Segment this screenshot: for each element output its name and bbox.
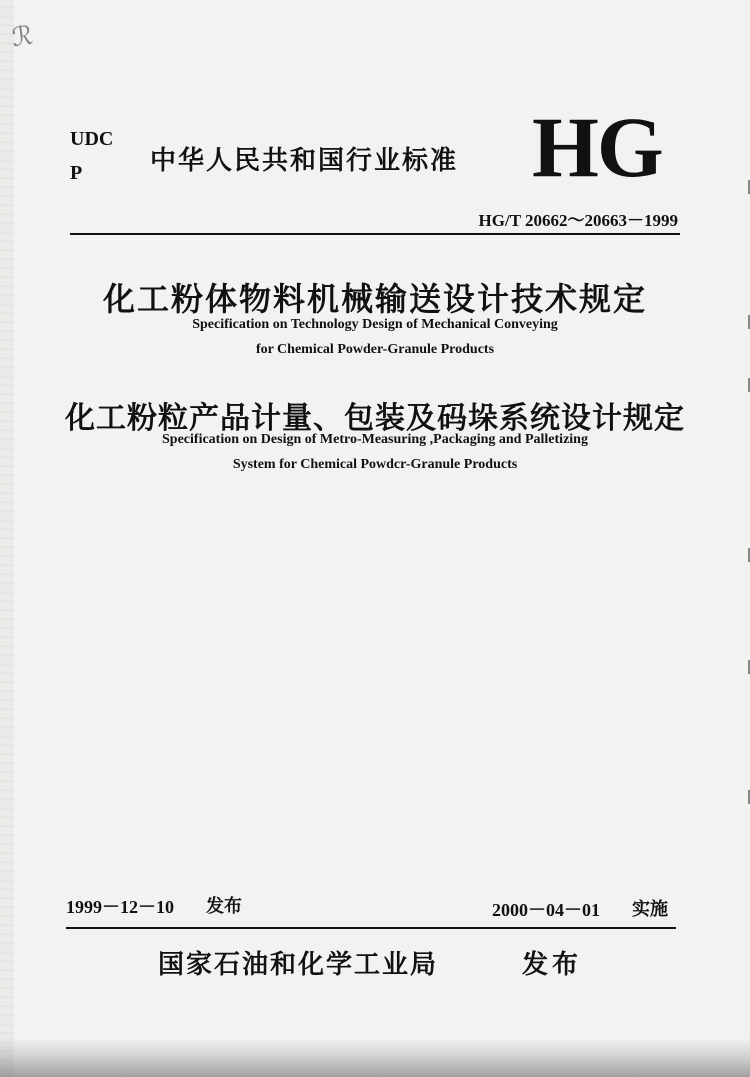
implementation-date: 2000－04－01 <box>492 900 600 920</box>
publish-label: 发布 <box>522 950 583 980</box>
top-rule <box>70 233 680 235</box>
title-en-primary-line1: Specification on Technology Design of Mechanical Conveying <box>192 317 558 332</box>
implementation-label: 实施 <box>632 899 668 920</box>
title-cn-primary: 化工粉体物料机械输送设计技术规定 <box>102 280 647 318</box>
title-en-secondary-line2: System for Chemical Powdcr-Granule Products <box>232 457 518 472</box>
standard-number: HG/T 20662～20663－1999 <box>478 211 678 230</box>
organization-title: 中华人民共和国行业标准 <box>150 146 459 176</box>
title-en-primary-line2: for Chemical Powder-Granule Products <box>255 342 495 357</box>
bottom-rule <box>66 927 676 929</box>
scan-edge-left <box>0 0 14 1077</box>
udc-label: UDC <box>70 128 114 150</box>
issue-date: 1999－12－10 <box>66 897 174 917</box>
hg-logo: HG <box>532 99 662 195</box>
publisher-name: 国家石油和化学工业局 <box>158 950 439 980</box>
issue-label: 发布 <box>206 896 242 917</box>
scan-edge-bottom <box>0 1038 750 1077</box>
udc-class: P <box>70 162 83 184</box>
title-cn-secondary: 化工粉粒产品计量、包装及码垛系统设计规定 <box>65 401 685 436</box>
handwritten-mark: ℛ <box>10 20 35 54</box>
title-en-secondary-line1: Specification on Design of Metro-Measuring ,Packaging and Palletizing <box>162 432 588 447</box>
